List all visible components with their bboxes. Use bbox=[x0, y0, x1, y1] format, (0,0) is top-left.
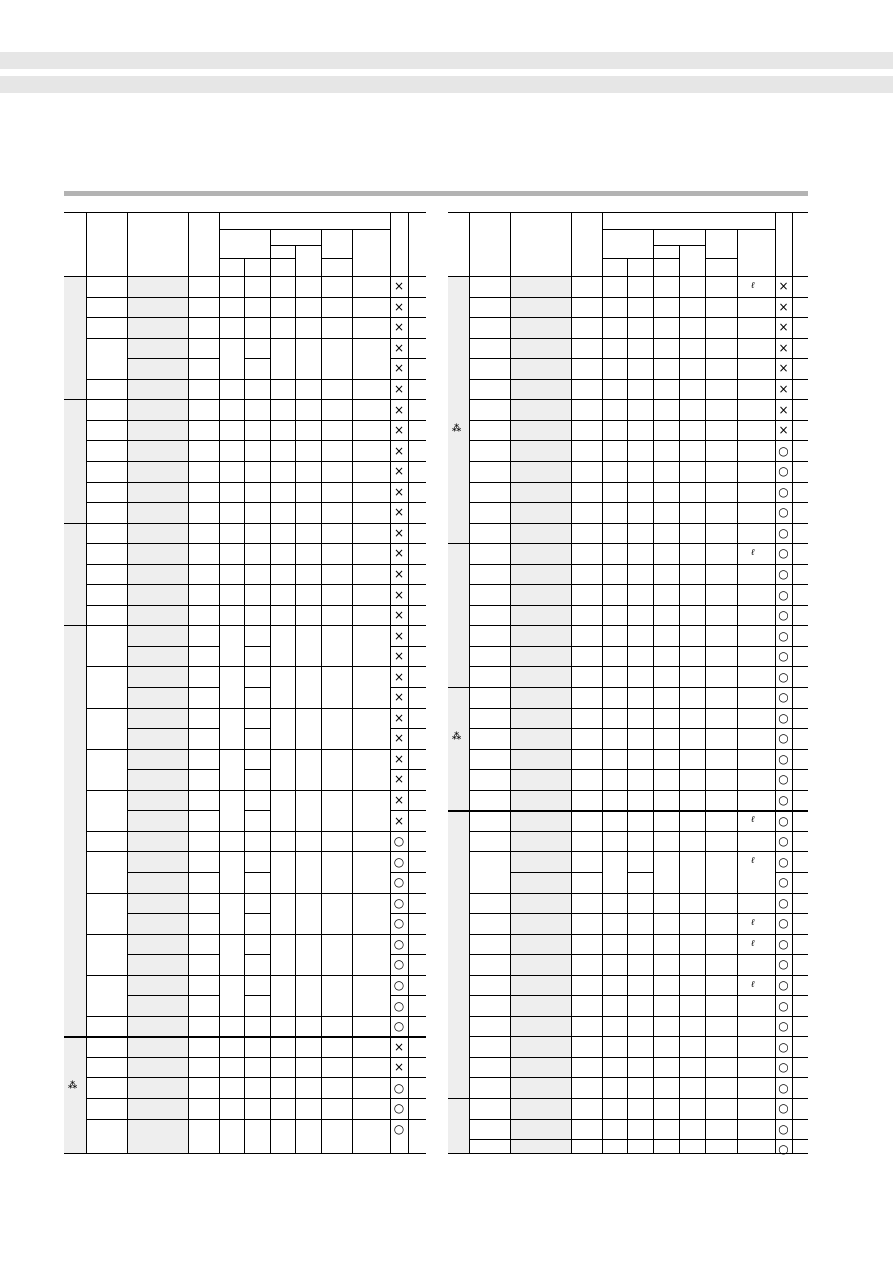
cross-mark: × bbox=[393, 587, 405, 602]
grid-line bbox=[679, 245, 680, 276]
grid-line bbox=[448, 687, 808, 688]
cross-mark: × bbox=[393, 299, 405, 314]
cross-mark: × bbox=[393, 484, 405, 499]
cross-mark: × bbox=[778, 402, 789, 417]
note-icon: ℓ bbox=[751, 281, 755, 291]
grid-line bbox=[448, 543, 808, 544]
grid-line bbox=[627, 276, 628, 1153]
grid-line bbox=[469, 831, 808, 832]
circle-mark: ○ bbox=[778, 628, 789, 643]
cross-mark: × bbox=[778, 361, 789, 376]
grid-line bbox=[448, 276, 808, 277]
cross-mark: × bbox=[393, 279, 405, 294]
grid-line bbox=[737, 229, 738, 276]
shaded-cell bbox=[448, 276, 469, 1153]
cross-mark: × bbox=[393, 402, 405, 417]
grid-line bbox=[602, 229, 775, 230]
grid-line bbox=[469, 420, 808, 421]
circle-mark: ○ bbox=[778, 916, 789, 931]
grid-line bbox=[469, 1036, 808, 1037]
cross-mark: × bbox=[393, 1039, 405, 1054]
cross-mark: × bbox=[393, 690, 405, 705]
circle-mark: ○ bbox=[778, 793, 789, 808]
circle-mark: ○ bbox=[393, 977, 405, 992]
grid-line bbox=[469, 584, 808, 585]
note-icon: ℓ bbox=[751, 548, 755, 559]
note-icon: ℓ bbox=[751, 815, 755, 826]
circle-mark: ○ bbox=[393, 1121, 405, 1136]
circle-mark: ○ bbox=[393, 957, 405, 972]
cross-mark: × bbox=[393, 505, 405, 520]
grid-line bbox=[792, 276, 793, 1153]
note-icon: ℓ bbox=[751, 918, 755, 929]
circle-mark: ○ bbox=[393, 1080, 405, 1095]
grid-line bbox=[469, 646, 808, 647]
circle-mark: ○ bbox=[778, 1121, 789, 1136]
circle-mark: ○ bbox=[778, 484, 789, 499]
circle-mark: ○ bbox=[393, 1019, 405, 1034]
cross-mark: × bbox=[393, 340, 405, 355]
grid-line bbox=[775, 872, 808, 873]
circle-mark: ○ bbox=[778, 875, 789, 890]
note-icon: ℓ bbox=[751, 856, 755, 867]
circle-mark: ○ bbox=[778, 936, 789, 951]
grid-line bbox=[469, 482, 808, 483]
grid-line bbox=[510, 212, 511, 276]
cross-mark: × bbox=[778, 320, 789, 335]
circle-mark: ○ bbox=[393, 936, 405, 951]
grid-line bbox=[510, 872, 602, 873]
cross-mark: × bbox=[393, 628, 405, 643]
circle-mark: ○ bbox=[778, 464, 789, 479]
circle-mark: ○ bbox=[778, 772, 789, 787]
grid-line bbox=[469, 358, 808, 359]
grid-line bbox=[653, 276, 654, 1153]
circle-mark: ○ bbox=[778, 710, 789, 725]
grid-line bbox=[469, 338, 808, 339]
circle-mark: ○ bbox=[778, 1142, 789, 1157]
grid-line bbox=[571, 276, 572, 1153]
cross-mark: × bbox=[393, 1060, 405, 1075]
cross-mark: × bbox=[393, 464, 405, 479]
circle-mark: ○ bbox=[778, 854, 789, 869]
grid-line bbox=[469, 297, 808, 298]
grid-line bbox=[775, 212, 776, 276]
grid-line bbox=[737, 276, 738, 1153]
grid-line bbox=[627, 872, 653, 873]
cross-mark: × bbox=[393, 443, 405, 458]
grid-line bbox=[469, 625, 808, 626]
circle-mark: ○ bbox=[778, 566, 789, 581]
cross-mark: × bbox=[393, 710, 405, 725]
cross-mark: × bbox=[393, 320, 405, 335]
grid-line bbox=[469, 564, 808, 565]
grid-line bbox=[469, 379, 808, 380]
cross-mark: × bbox=[393, 669, 405, 684]
cross-mark: × bbox=[393, 361, 405, 376]
cross-mark: × bbox=[393, 649, 405, 664]
shaded-cell bbox=[510, 276, 571, 1153]
circle-mark: ○ bbox=[778, 998, 789, 1013]
cross-mark: × bbox=[778, 423, 789, 438]
circle-mark: ○ bbox=[778, 1101, 789, 1116]
circle-mark: ○ bbox=[778, 443, 789, 458]
grid-line bbox=[469, 1016, 808, 1017]
grid-line bbox=[469, 708, 808, 709]
grid-line bbox=[469, 790, 808, 791]
circle-mark: ○ bbox=[778, 546, 789, 561]
circle-mark: ○ bbox=[778, 751, 789, 766]
circle-mark: ○ bbox=[778, 649, 789, 664]
circle-mark: ○ bbox=[778, 525, 789, 540]
cross-mark: × bbox=[778, 279, 789, 294]
grid-line bbox=[602, 212, 603, 276]
cross-mark: × bbox=[393, 731, 405, 746]
circle-mark: ○ bbox=[778, 690, 789, 705]
grid-line bbox=[469, 666, 808, 667]
cross-mark: × bbox=[778, 299, 789, 314]
circle-mark: ○ bbox=[778, 957, 789, 972]
grid-line bbox=[469, 1057, 808, 1058]
circle-mark: ○ bbox=[393, 895, 405, 910]
cross-mark: × bbox=[393, 813, 405, 828]
grid-line bbox=[510, 276, 511, 1153]
circle-mark: ○ bbox=[778, 587, 789, 602]
grid-line bbox=[469, 769, 808, 770]
cross-mark: × bbox=[393, 772, 405, 787]
cross-mark: × bbox=[778, 340, 789, 355]
note-icon: ℓ bbox=[751, 938, 755, 949]
circle-mark: ○ bbox=[778, 834, 789, 849]
grid-line bbox=[448, 212, 808, 213]
grid-line bbox=[627, 258, 628, 276]
circle-mark: ○ bbox=[778, 505, 789, 520]
grid-line bbox=[448, 1098, 808, 1099]
circle-mark: ○ bbox=[778, 977, 789, 992]
grid-line bbox=[469, 440, 808, 441]
circle-mark: ○ bbox=[778, 1060, 789, 1075]
clef-icon: ⁂ bbox=[452, 423, 462, 434]
circle-mark: ○ bbox=[393, 834, 405, 849]
grid-line bbox=[705, 276, 706, 1153]
circle-mark: ○ bbox=[393, 1101, 405, 1116]
grid-line bbox=[469, 1119, 808, 1120]
cross-mark: × bbox=[393, 423, 405, 438]
grid-line bbox=[469, 954, 808, 955]
grid-line bbox=[679, 276, 680, 1153]
grid-line bbox=[448, 1153, 808, 1154]
grid-line bbox=[469, 913, 808, 914]
cross-mark: × bbox=[393, 525, 405, 540]
circle-mark: ○ bbox=[778, 669, 789, 684]
grid-line bbox=[469, 605, 808, 606]
circle-mark: ○ bbox=[778, 813, 789, 828]
grid-line bbox=[705, 258, 737, 259]
grid-line bbox=[469, 276, 470, 1153]
circle-mark: ○ bbox=[778, 731, 789, 746]
grid-line bbox=[469, 893, 808, 894]
grid-line bbox=[469, 1139, 808, 1140]
grid-line bbox=[602, 276, 603, 1153]
grid-line bbox=[469, 399, 808, 400]
clef-icon: ⁂ bbox=[68, 1081, 78, 1092]
circle-mark: ○ bbox=[393, 854, 405, 869]
note-icon: ℓ bbox=[751, 979, 755, 990]
cross-mark: × bbox=[393, 546, 405, 561]
grid-line bbox=[469, 1077, 808, 1078]
grid-line bbox=[653, 229, 654, 276]
circle-mark: ○ bbox=[393, 998, 405, 1013]
grid-line bbox=[792, 212, 793, 276]
circle-mark: ○ bbox=[393, 916, 405, 931]
cross-mark: × bbox=[393, 608, 405, 623]
grid-line bbox=[469, 975, 808, 976]
grid-line bbox=[469, 934, 808, 935]
circle-mark: ○ bbox=[778, 608, 789, 623]
grid-line bbox=[448, 810, 808, 812]
grid-line bbox=[469, 502, 808, 503]
cross-mark: × bbox=[393, 566, 405, 581]
circle-mark: ○ bbox=[393, 875, 405, 890]
cross-mark: × bbox=[393, 382, 405, 397]
circle-mark: ○ bbox=[778, 1080, 789, 1095]
grid-line bbox=[469, 995, 808, 996]
grid-line bbox=[705, 229, 706, 276]
grid-line bbox=[469, 212, 470, 276]
cross-mark: × bbox=[778, 382, 789, 397]
circle-mark: ○ bbox=[778, 1039, 789, 1054]
cross-mark: × bbox=[393, 793, 405, 808]
clef-icon: ⁂ bbox=[452, 732, 462, 743]
circle-mark: ○ bbox=[778, 1019, 789, 1034]
grid-line bbox=[469, 728, 808, 729]
cross-mark: × bbox=[393, 751, 405, 766]
grid-line bbox=[469, 749, 808, 750]
grid-line bbox=[469, 317, 808, 318]
grid-line bbox=[469, 523, 808, 524]
grid-line bbox=[571, 212, 572, 276]
grid-line bbox=[469, 851, 808, 852]
grid-line bbox=[469, 461, 808, 462]
grid-line bbox=[602, 258, 679, 259]
circle-mark: ○ bbox=[778, 895, 789, 910]
